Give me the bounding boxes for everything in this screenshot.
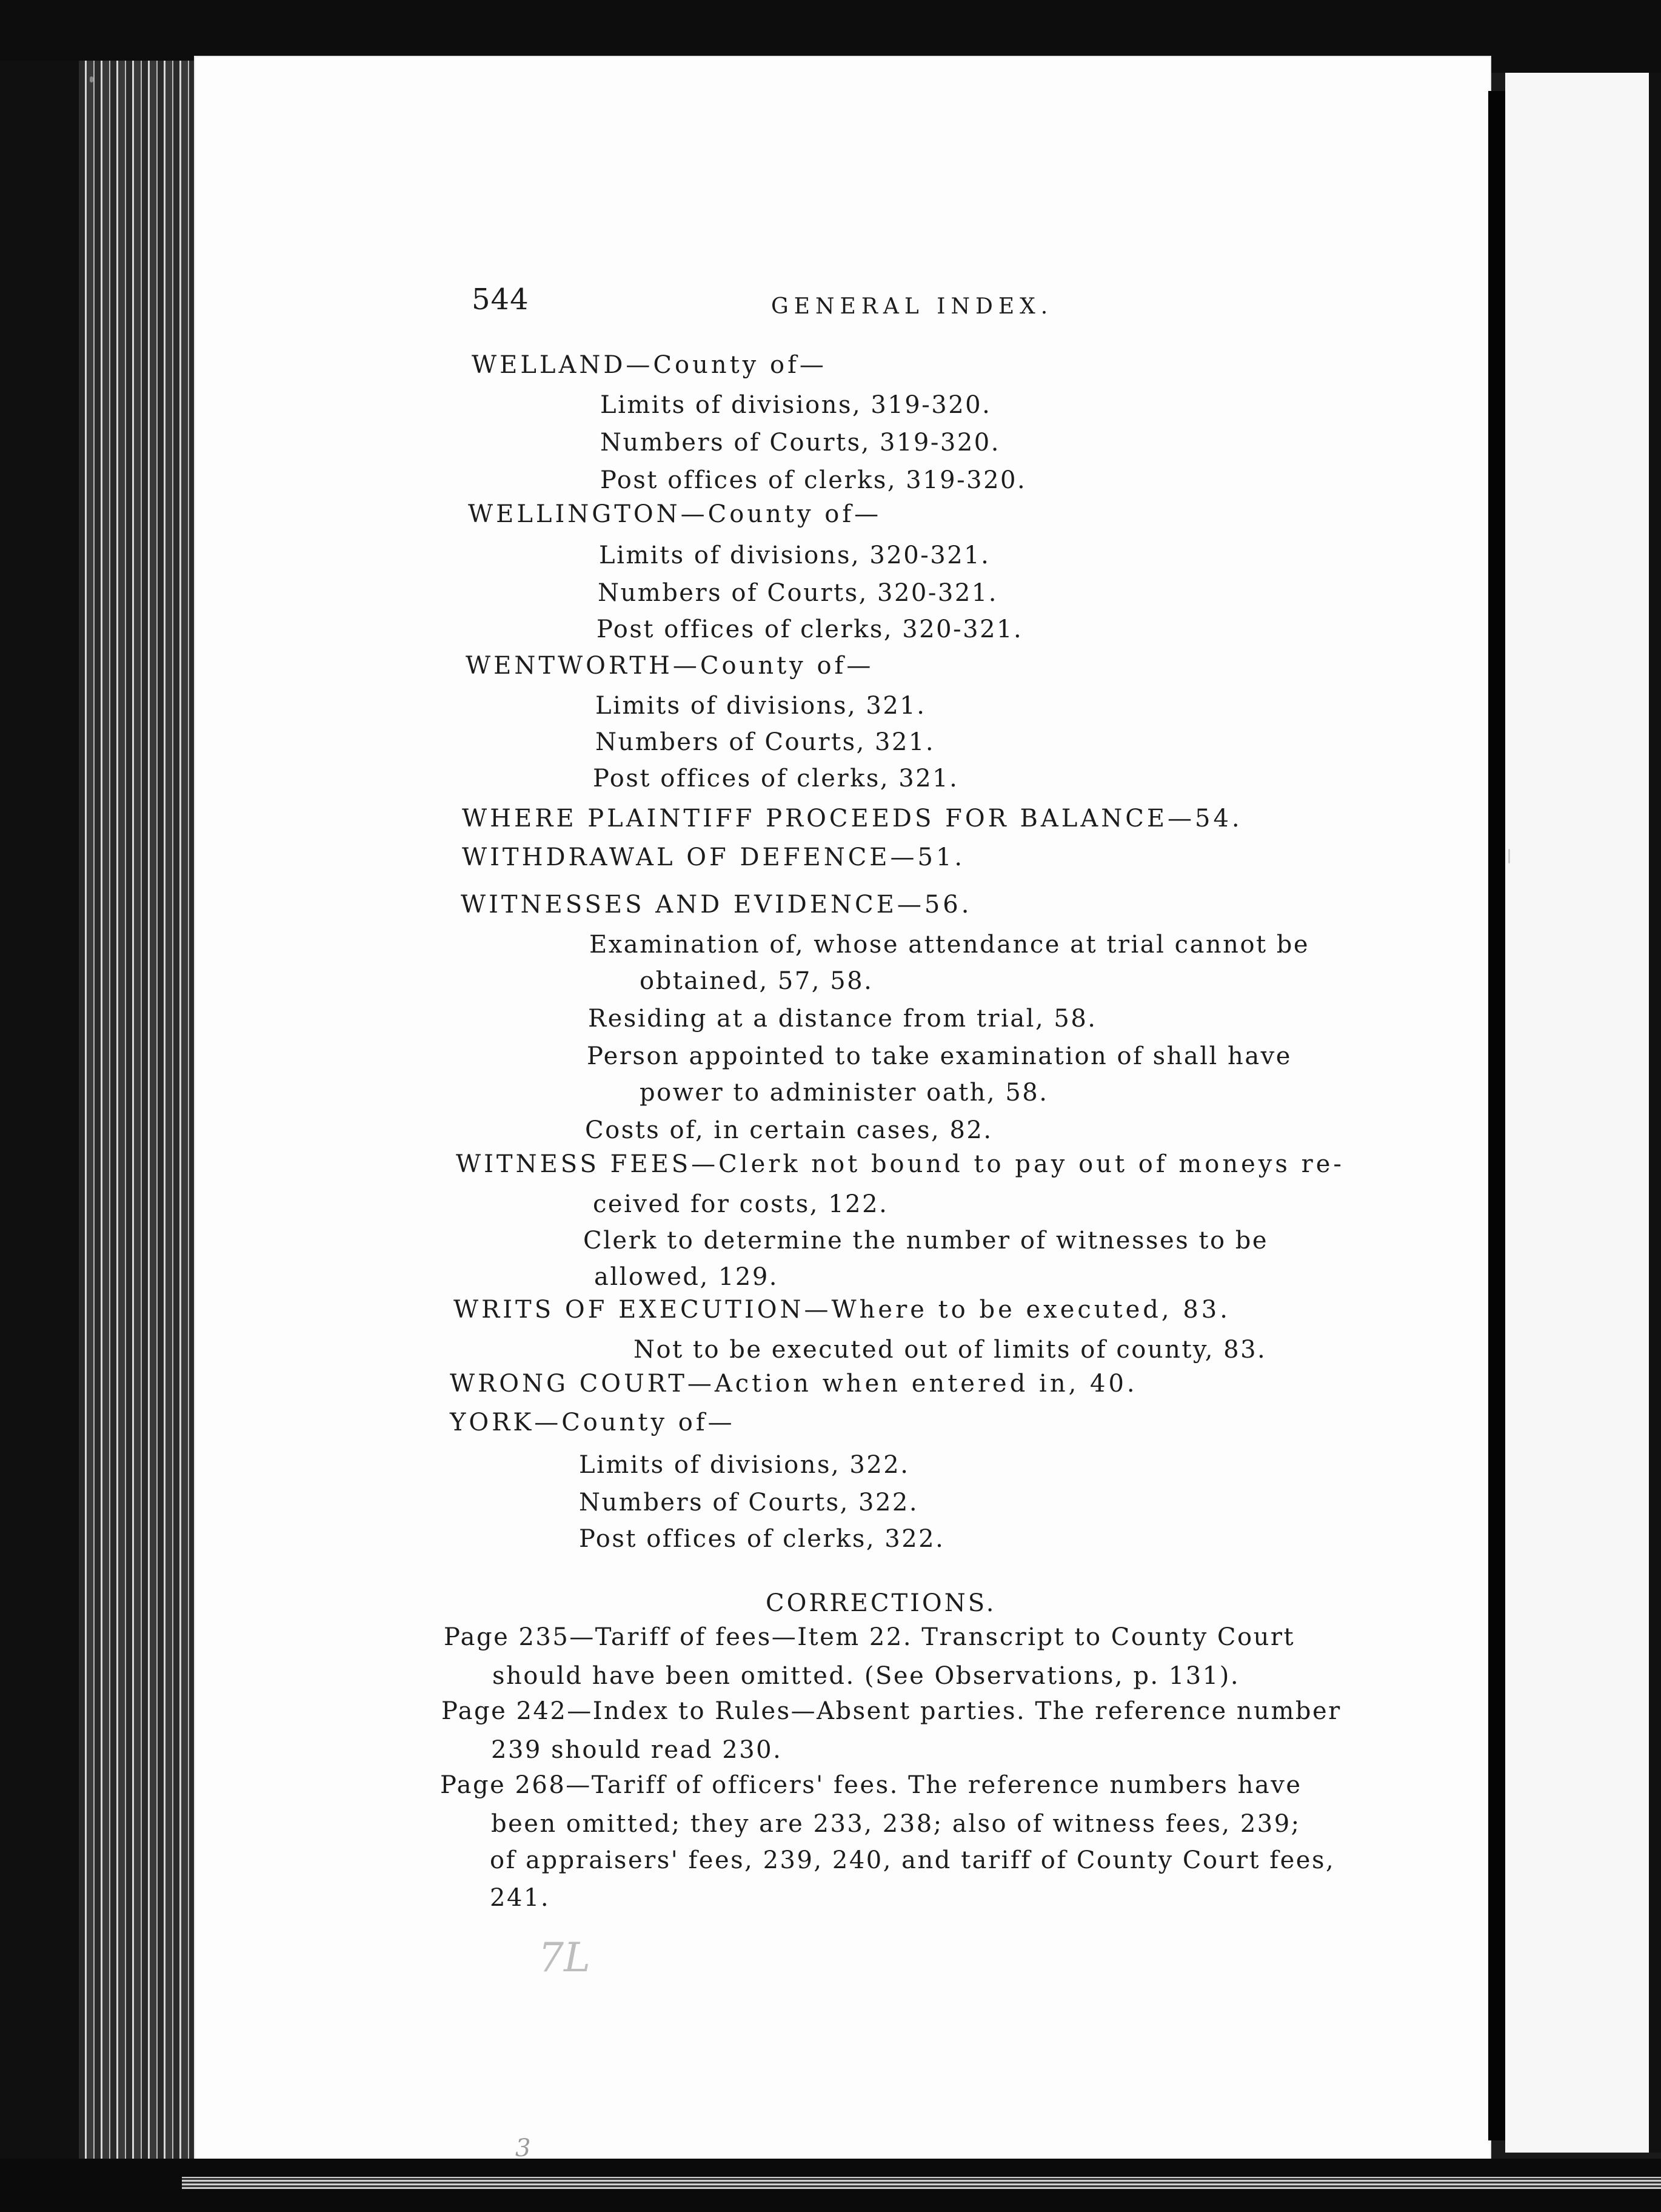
correction-line-continued: 239 should read 230. <box>491 1736 783 1764</box>
index-subentry: Examination of, whose attendance at trial cannot be <box>589 931 1310 959</box>
index-subentry: Limits of divisions, 321. <box>595 692 926 720</box>
index-heading: YORK—County of— <box>450 1409 735 1436</box>
index-subentry: Limits of divisions, 320-321. <box>599 541 991 569</box>
running-head: GENERAL INDEX. <box>771 294 1054 319</box>
page-number: 544 <box>472 283 529 317</box>
index-subentry-continued: allowed, 129. <box>594 1263 779 1291</box>
correction-line-continued: should have been omitted. (See Observations, p. 131). <box>492 1662 1240 1690</box>
index-heading: WRITS OF EXECUTION—Where to be executed, 83. <box>453 1296 1231 1324</box>
index-subentry: Limits of divisions, 322. <box>579 1451 910 1479</box>
index-subentry: Not to be executed out of limits of county, 83. <box>633 1336 1267 1364</box>
index-heading: WITNESS FEES—Clerk not bound to pay out of moneys re- <box>456 1150 1345 1178</box>
index-heading: WHERE PLAINTIFF PROCEEDS FOR BALANCE—54. <box>462 805 1243 833</box>
correction-line-continued: been omitted; they are 233, 238; also of witness fees, 239; <box>491 1810 1301 1838</box>
index-heading: WELLINGTON—County of— <box>468 500 882 528</box>
index-subentry: Limits of divisions, 319-320. <box>600 391 992 419</box>
index-subentry: Numbers of Courts, 322. <box>579 1489 919 1517</box>
index-subentry: Post offices of clerks, 320-321. <box>597 615 1023 643</box>
index-heading: WITHDRAWAL OF DEFENCE—51. <box>462 843 966 871</box>
index-heading: WENTWORTH—County of— <box>466 652 874 680</box>
corrections-title: CORRECTIONS. <box>766 1589 997 1617</box>
index-subentry: Costs of, in certain cases, 82. <box>585 1116 993 1144</box>
index-subentry-continued: obtained, 57, 58. <box>640 967 874 995</box>
index-subentry: Person appointed to take examination of shall have <box>587 1042 1292 1070</box>
correction-line-continued: 241. <box>490 1884 550 1912</box>
facing-page-edge <box>1649 73 1661 2153</box>
index-subentry: Post offices of clerks, 321. <box>593 765 959 793</box>
dust-speck <box>90 76 93 82</box>
index-subentry-continued: power to administer oath, 58. <box>640 1079 1049 1107</box>
index-subentry: Post offices of clerks, 322. <box>579 1525 945 1553</box>
correction-line: Page 268—Tariff of officers' fees. The reference numbers have <box>440 1771 1302 1799</box>
facing-page <box>1505 73 1661 2153</box>
index-subentry: Numbers of Courts, 321. <box>595 728 935 756</box>
index-subentry: Residing at a distance from trial, 58. <box>588 1005 1097 1033</box>
foot-mark: 3 <box>515 2134 531 2162</box>
correction-line-continued: of appraisers' fees, 239, 240, and tariff of County Court fees, <box>490 1846 1335 1874</box>
book-bottom-edge <box>182 2177 1661 2189</box>
index-subentry: Post offices of clerks, 319-320. <box>600 466 1027 494</box>
index-heading: WITNESSES AND EVIDENCE—56. <box>461 891 972 919</box>
index-subentry: Clerk to determine the number of witnesses to be <box>583 1227 1269 1255</box>
index-subentry: Numbers of Courts, 319-320. <box>600 429 1000 457</box>
book-gutter <box>1488 91 1505 2140</box>
correction-line: Page 242—Index to Rules—Absent parties. The reference number <box>441 1697 1342 1725</box>
book-spine-shadow <box>0 61 79 2183</box>
index-subentry: Numbers of Courts, 320-321. <box>598 579 998 607</box>
dust-speck <box>1508 849 1510 863</box>
index-heading: WRONG COURT—Action when entered in, 40. <box>450 1370 1138 1398</box>
index-heading: WELLAND—County of— <box>472 351 827 379</box>
pencil-annotation: 7L <box>538 1934 590 1981</box>
index-subentry-continued: ceived for costs, 122. <box>593 1190 889 1218</box>
correction-line: Page 235—Tariff of fees—Item 22. Transcript to County Court <box>444 1623 1295 1651</box>
